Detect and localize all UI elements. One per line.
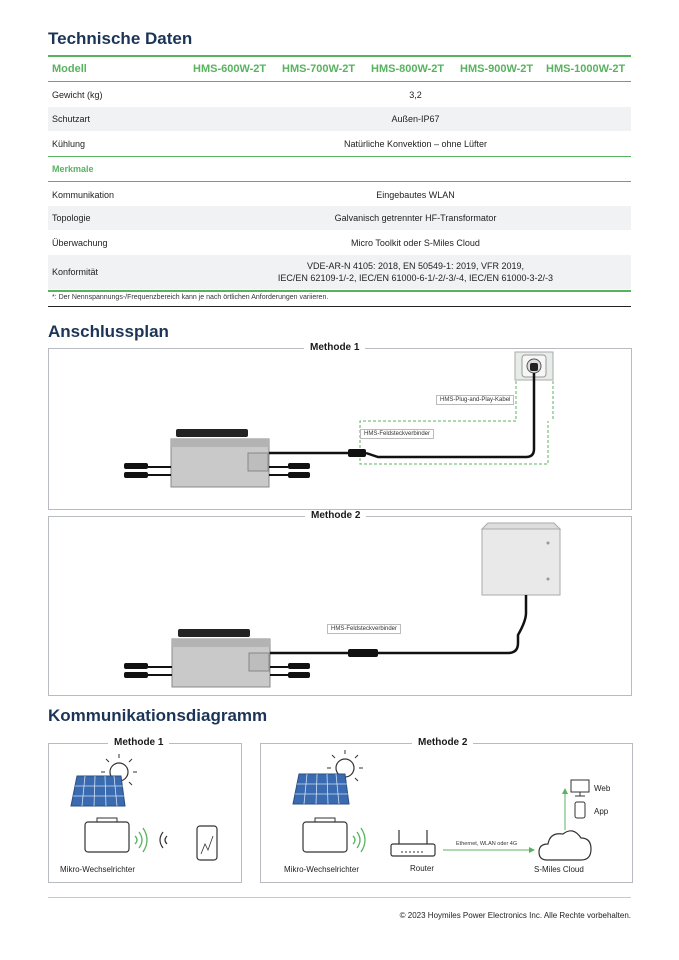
solar-panel-icon [71,776,125,806]
wiring-method-2-diagram [48,517,630,693]
row-value: Galvanisch getrennter HF-Transformator [334,213,497,223]
smartphone-icon [197,826,217,860]
wiring-method-2-title: Methode 2 [305,510,366,521]
cloud-label: S-Miles Cloud [534,865,584,874]
cloud-icon [539,831,591,860]
comm-method-2-title: Methode 2 [412,737,473,748]
junction-box-icon [482,523,560,595]
web-label: Web [594,784,611,793]
row-label: Überwachung [52,238,108,248]
inverter-icon [171,429,269,487]
comm-method-2-diagram [261,744,630,880]
solar-panel-icon [293,774,349,804]
row-label: Kommunikation [52,190,115,200]
footer-copyright: © 2023 Hoymiles Power Electronics Inc. Alle Rechte vorbehalten. [399,911,631,920]
router-label: Router [410,864,435,873]
link-label: Ethernet, WLAN oder 4G [456,841,518,847]
table-footnote: *: Der Nennspannungs-/Frequenzbereich kann je nach örtlichen Anforderungen variieren. [52,294,329,301]
model-header: HMS-1000W-2T [546,63,626,75]
comm-method-1-diagram [49,744,239,880]
tag-field-connector: HMS-Feldsteckverbinder [360,429,434,439]
inverter-icon [303,818,347,852]
section-title-wiring: Anschlussplan [48,322,169,341]
model-header: HMS-800W-2T [371,63,445,75]
merkmale-bottom-rule [48,181,631,182]
row-label: Schutzart [52,114,91,124]
row-value: IEC/EN 62109-1/-2, IEC/EN 61000-6-1/-2/-3/-4, IEC/EN 61000-3-2/-3 [277,273,554,283]
row-label: Kühlung [52,139,86,149]
comm-m1-inverter-label: Mikro-Wechselrichter [60,865,135,874]
comm-m2-inverter-label: Mikro-Wechselrichter [284,865,359,874]
inverter-icon [172,629,270,687]
tag-field-connector: HMS-Feldsteckverbinder [327,624,401,634]
row-label: Gewicht (kg) [52,90,103,100]
table-bottom-rule [48,290,631,292]
merkmale-label: Merkmale [52,164,94,174]
smartphone-icon [575,802,585,818]
footer-rule [48,897,631,898]
row-value: Micro Toolkit oder S-Miles Cloud [351,238,480,248]
model-header: HMS-900W-2T [460,63,534,75]
wifi-icon [353,828,365,852]
section-title-technical-data: Technische Daten [48,29,193,48]
wiring-method-1-diagram [48,349,630,507]
inverter-icon [85,818,129,852]
router-icon [391,830,435,856]
table-header-rule [48,81,631,82]
app-label: App [594,807,609,816]
comm-method-1-title: Methode 1 [108,737,169,748]
wiring-method-1-title: Methode 1 [304,342,365,353]
row-value: Eingebautes WLAN [376,190,455,200]
model-header: HMS-600W-2T [193,63,267,75]
row-label: Topologie [52,213,91,223]
tag-plug-and-play-cable: HMS-Plug-and-Play-Kabel [436,395,514,405]
merkmale-top-rule [48,156,631,157]
row-value: 3,2 [409,90,422,100]
row-value: Natürliche Konvektion – ohne Lüfter [343,139,488,149]
row-label: Konformität [52,267,99,277]
model-header: HMS-700W-2T [282,63,356,75]
monitor-icon [571,780,589,796]
table-top-rule [48,55,631,57]
row-value: VDE-AR-N 4105: 2018, EN 50549-1: 2019, VFR 2019, [306,261,525,271]
section-title-communication: Kommunikationsdiagramm [48,706,268,725]
footnote-rule [48,306,631,307]
wifi-icon [135,828,167,852]
row-value: Außen-IP67 [391,114,440,124]
table-header-label: Modell [52,63,87,75]
